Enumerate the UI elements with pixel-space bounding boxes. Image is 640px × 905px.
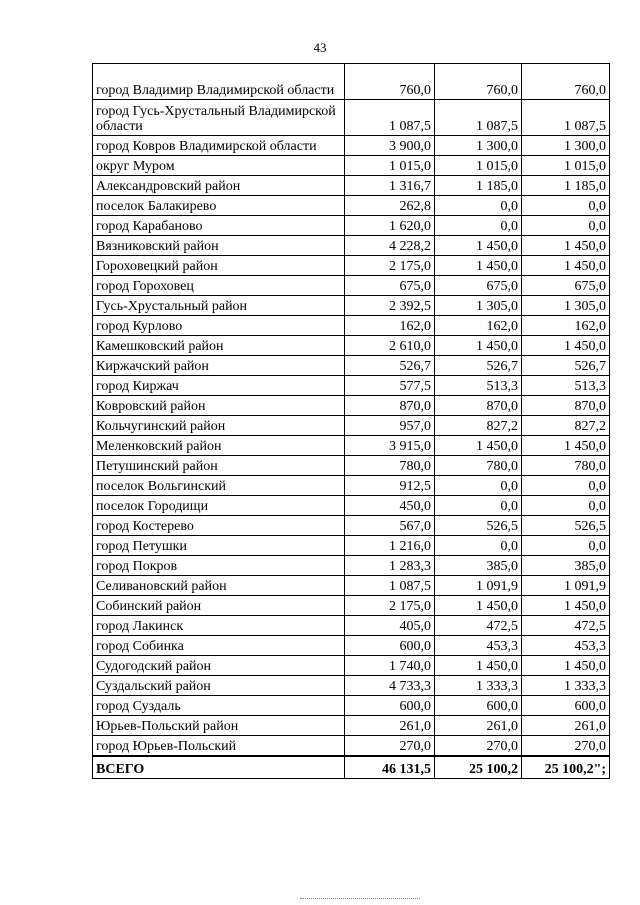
table-row bbox=[93, 576, 610, 596]
row-value-3: 1 015,0 bbox=[522, 156, 610, 176]
row-name: город Карабаново bbox=[93, 216, 345, 236]
row-value-1: 2 392,5 bbox=[345, 296, 435, 316]
row-name: Судогодский район bbox=[93, 656, 345, 676]
row-value-1: 261,0 bbox=[345, 716, 435, 736]
row-name: город Киржач bbox=[93, 376, 345, 396]
row-name: Камешковский район bbox=[93, 336, 345, 356]
table-row bbox=[93, 656, 610, 676]
row-name: город Суздаль bbox=[93, 696, 345, 716]
row-value-3: 1 300,0 bbox=[522, 136, 610, 156]
row-value-3: 1 450,0 bbox=[522, 656, 610, 676]
row-value-2: 0,0 bbox=[435, 216, 522, 236]
row-name: город Юрьев-Польский bbox=[93, 736, 345, 757]
row-name: Киржачский район bbox=[93, 356, 345, 376]
table-row bbox=[93, 716, 610, 736]
row-value-1: 1 316,7 bbox=[345, 176, 435, 196]
table-row bbox=[93, 516, 610, 536]
row-value-3: 526,5 bbox=[522, 516, 610, 536]
row-value-1: 675,0 bbox=[345, 276, 435, 296]
row-value-2: 1 450,0 bbox=[435, 256, 522, 276]
table-row bbox=[93, 276, 610, 296]
row-value-3: 0,0 bbox=[522, 196, 610, 216]
row-value-2: 780,0 bbox=[435, 456, 522, 476]
row-value-1: 2 175,0 bbox=[345, 596, 435, 616]
row-value-2: 0,0 bbox=[435, 476, 522, 496]
table-row bbox=[93, 696, 610, 716]
row-value-3: 162,0 bbox=[522, 316, 610, 336]
table-row bbox=[93, 436, 610, 456]
row-value-3: 1 450,0 bbox=[522, 236, 610, 256]
row-value-2: 675,0 bbox=[435, 276, 522, 296]
row-value-3: 827,2 bbox=[522, 416, 610, 436]
row-value-3: 1 305,0 bbox=[522, 296, 610, 316]
row-value-2: 0,0 bbox=[435, 196, 522, 216]
row-value-3: 0,0 bbox=[522, 496, 610, 516]
row-name: Суздальский район bbox=[93, 676, 345, 696]
total-row bbox=[93, 756, 610, 779]
row-value-1: 1 015,0 bbox=[345, 156, 435, 176]
row-value-2: 1 450,0 bbox=[435, 336, 522, 356]
row-value-1: 4 733,3 bbox=[345, 676, 435, 696]
row-value-2: 513,3 bbox=[435, 376, 522, 396]
row-value-2: 1 450,0 bbox=[435, 236, 522, 256]
row-value-1: 1 620,0 bbox=[345, 216, 435, 236]
table-row bbox=[93, 356, 610, 376]
table-row bbox=[93, 100, 610, 136]
row-value-1: 567,0 bbox=[345, 516, 435, 536]
row-value-3: 1 091,9 bbox=[522, 576, 610, 596]
row-value-2: 1 450,0 bbox=[435, 436, 522, 456]
row-value-2: 1 015,0 bbox=[435, 156, 522, 176]
table-row bbox=[93, 676, 610, 696]
row-value-3: 1 450,0 bbox=[522, 596, 610, 616]
row-value-2: 1 185,0 bbox=[435, 176, 522, 196]
row-value-2: 827,2 bbox=[435, 416, 522, 436]
row-value-2: 526,5 bbox=[435, 516, 522, 536]
row-value-2: 870,0 bbox=[435, 396, 522, 416]
row-value-1: 1 216,0 bbox=[345, 536, 435, 556]
row-name: Гороховецкий район bbox=[93, 256, 345, 276]
table-row bbox=[93, 736, 610, 757]
row-value-3: 870,0 bbox=[522, 396, 610, 416]
row-value-1: 1 087,5 bbox=[345, 576, 435, 596]
table-row bbox=[93, 376, 610, 396]
row-name: Кольчугинский район bbox=[93, 416, 345, 436]
table-row bbox=[93, 64, 610, 100]
row-value-3: 0,0 bbox=[522, 536, 610, 556]
row-value-1: 957,0 bbox=[345, 416, 435, 436]
row-name: город Ковров Владимирской области bbox=[93, 136, 345, 156]
row-value-2: 526,7 bbox=[435, 356, 522, 376]
row-value-2: 385,0 bbox=[435, 556, 522, 576]
row-value-1: 405,0 bbox=[345, 616, 435, 636]
row-value-1: 760,0 bbox=[345, 64, 435, 100]
table-row bbox=[93, 156, 610, 176]
row-name: Юрьев-Польский район bbox=[93, 716, 345, 736]
row-value-3: 453,3 bbox=[522, 636, 610, 656]
row-value-1: 450,0 bbox=[345, 496, 435, 516]
row-name: поселок Вольгинский bbox=[93, 476, 345, 496]
row-value-1: 270,0 bbox=[345, 736, 435, 757]
row-value-2: 0,0 bbox=[435, 496, 522, 516]
row-value-1: 3 915,0 bbox=[345, 436, 435, 456]
table-row bbox=[93, 296, 610, 316]
row-value-1: 1 740,0 bbox=[345, 656, 435, 676]
row-name: город Костерево bbox=[93, 516, 345, 536]
table-row bbox=[93, 176, 610, 196]
row-value-1: 600,0 bbox=[345, 696, 435, 716]
table-row bbox=[93, 316, 610, 336]
row-value-1: 870,0 bbox=[345, 396, 435, 416]
table-row bbox=[93, 636, 610, 656]
row-value-3: 472,5 bbox=[522, 616, 610, 636]
row-name: Ковровский район bbox=[93, 396, 345, 416]
row-name: город Лакинск bbox=[93, 616, 345, 636]
row-value-3: 270,0 bbox=[522, 736, 610, 757]
row-value-1: 2 175,0 bbox=[345, 256, 435, 276]
scan-artifact-line bbox=[300, 898, 420, 900]
row-value-3: 1 087,5 bbox=[522, 100, 610, 136]
row-value-3: 526,7 bbox=[522, 356, 610, 376]
row-value-3: 780,0 bbox=[522, 456, 610, 476]
row-name: Александровский район bbox=[93, 176, 345, 196]
row-name: город Покров bbox=[93, 556, 345, 576]
total-value-2: 25 100,2 bbox=[435, 756, 522, 779]
table-row bbox=[93, 616, 610, 636]
row-value-1: 4 228,2 bbox=[345, 236, 435, 256]
table-row bbox=[93, 416, 610, 436]
row-value-2: 261,0 bbox=[435, 716, 522, 736]
row-value-2: 600,0 bbox=[435, 696, 522, 716]
row-value-2: 1 300,0 bbox=[435, 136, 522, 156]
total-value-1: 46 131,5 bbox=[345, 756, 435, 779]
row-value-3: 1 450,0 bbox=[522, 436, 610, 456]
table-row bbox=[93, 216, 610, 236]
row-value-2: 1 450,0 bbox=[435, 656, 522, 676]
row-value-3: 0,0 bbox=[522, 476, 610, 496]
row-name: город Собинка bbox=[93, 636, 345, 656]
table-row bbox=[93, 336, 610, 356]
row-value-2: 1 087,5 bbox=[435, 100, 522, 136]
row-value-1: 3 900,0 bbox=[345, 136, 435, 156]
row-name: город Владимир Владимирской области bbox=[93, 64, 345, 100]
row-name: поселок Городищи bbox=[93, 496, 345, 516]
row-value-3: 385,0 bbox=[522, 556, 610, 576]
row-value-1: 577,5 bbox=[345, 376, 435, 396]
row-name: поселок Балакирево bbox=[93, 196, 345, 216]
row-value-3: 600,0 bbox=[522, 696, 610, 716]
row-value-1: 162,0 bbox=[345, 316, 435, 336]
table-row bbox=[93, 596, 610, 616]
table-row bbox=[93, 256, 610, 276]
total-value-3: 25 100,2"; bbox=[522, 756, 610, 779]
row-name: город Гороховец bbox=[93, 276, 345, 296]
row-name: Селивановский район bbox=[93, 576, 345, 596]
row-name: Меленковский район bbox=[93, 436, 345, 456]
row-name: округ Муром bbox=[93, 156, 345, 176]
row-value-3: 1 450,0 bbox=[522, 256, 610, 276]
row-value-3: 760,0 bbox=[522, 64, 610, 100]
row-value-2: 270,0 bbox=[435, 736, 522, 757]
row-value-1: 526,7 bbox=[345, 356, 435, 376]
row-value-1: 262,8 bbox=[345, 196, 435, 216]
row-name: город Гусь-Хрустальный Владимирской области bbox=[93, 100, 345, 136]
row-value-2: 760,0 bbox=[435, 64, 522, 100]
row-value-1: 780,0 bbox=[345, 456, 435, 476]
table-row bbox=[93, 396, 610, 416]
row-name: Собинский район bbox=[93, 596, 345, 616]
row-value-2: 162,0 bbox=[435, 316, 522, 336]
table-row bbox=[93, 236, 610, 256]
row-value-2: 1 305,0 bbox=[435, 296, 522, 316]
row-name: Гусь-Хрустальный район bbox=[93, 296, 345, 316]
table-row bbox=[93, 196, 610, 216]
row-value-1: 2 610,0 bbox=[345, 336, 435, 356]
row-value-2: 472,5 bbox=[435, 616, 522, 636]
row-value-1: 1 283,3 bbox=[345, 556, 435, 576]
table-row bbox=[93, 556, 610, 576]
table-row bbox=[93, 536, 610, 556]
row-value-1: 600,0 bbox=[345, 636, 435, 656]
row-value-1: 912,5 bbox=[345, 476, 435, 496]
row-name: город Курлово bbox=[93, 316, 345, 336]
table-row bbox=[93, 136, 610, 156]
table-body bbox=[93, 64, 610, 757]
page-number: 43 bbox=[313, 40, 327, 55]
row-value-3: 1 185,0 bbox=[522, 176, 610, 196]
row-value-2: 0,0 bbox=[435, 536, 522, 556]
row-name: город Петушки bbox=[93, 536, 345, 556]
table-row bbox=[93, 496, 610, 516]
row-value-3: 0,0 bbox=[522, 216, 610, 236]
row-value-2: 1 450,0 bbox=[435, 596, 522, 616]
table-row bbox=[93, 456, 610, 476]
total-label: ВСЕГО bbox=[93, 756, 345, 779]
row-value-2: 1 091,9 bbox=[435, 576, 522, 596]
row-name: Петушинский район bbox=[93, 456, 345, 476]
row-value-3: 1 450,0 bbox=[522, 336, 610, 356]
row-value-1: 1 087,5 bbox=[345, 100, 435, 136]
row-value-3: 675,0 bbox=[522, 276, 610, 296]
row-value-2: 453,3 bbox=[435, 636, 522, 656]
row-value-3: 1 333,3 bbox=[522, 676, 610, 696]
table-row bbox=[93, 476, 610, 496]
budget-table bbox=[92, 63, 610, 779]
row-value-2: 1 333,3 bbox=[435, 676, 522, 696]
row-value-3: 261,0 bbox=[522, 716, 610, 736]
row-name: Вязниковский район bbox=[93, 236, 345, 256]
row-value-3: 513,3 bbox=[522, 376, 610, 396]
